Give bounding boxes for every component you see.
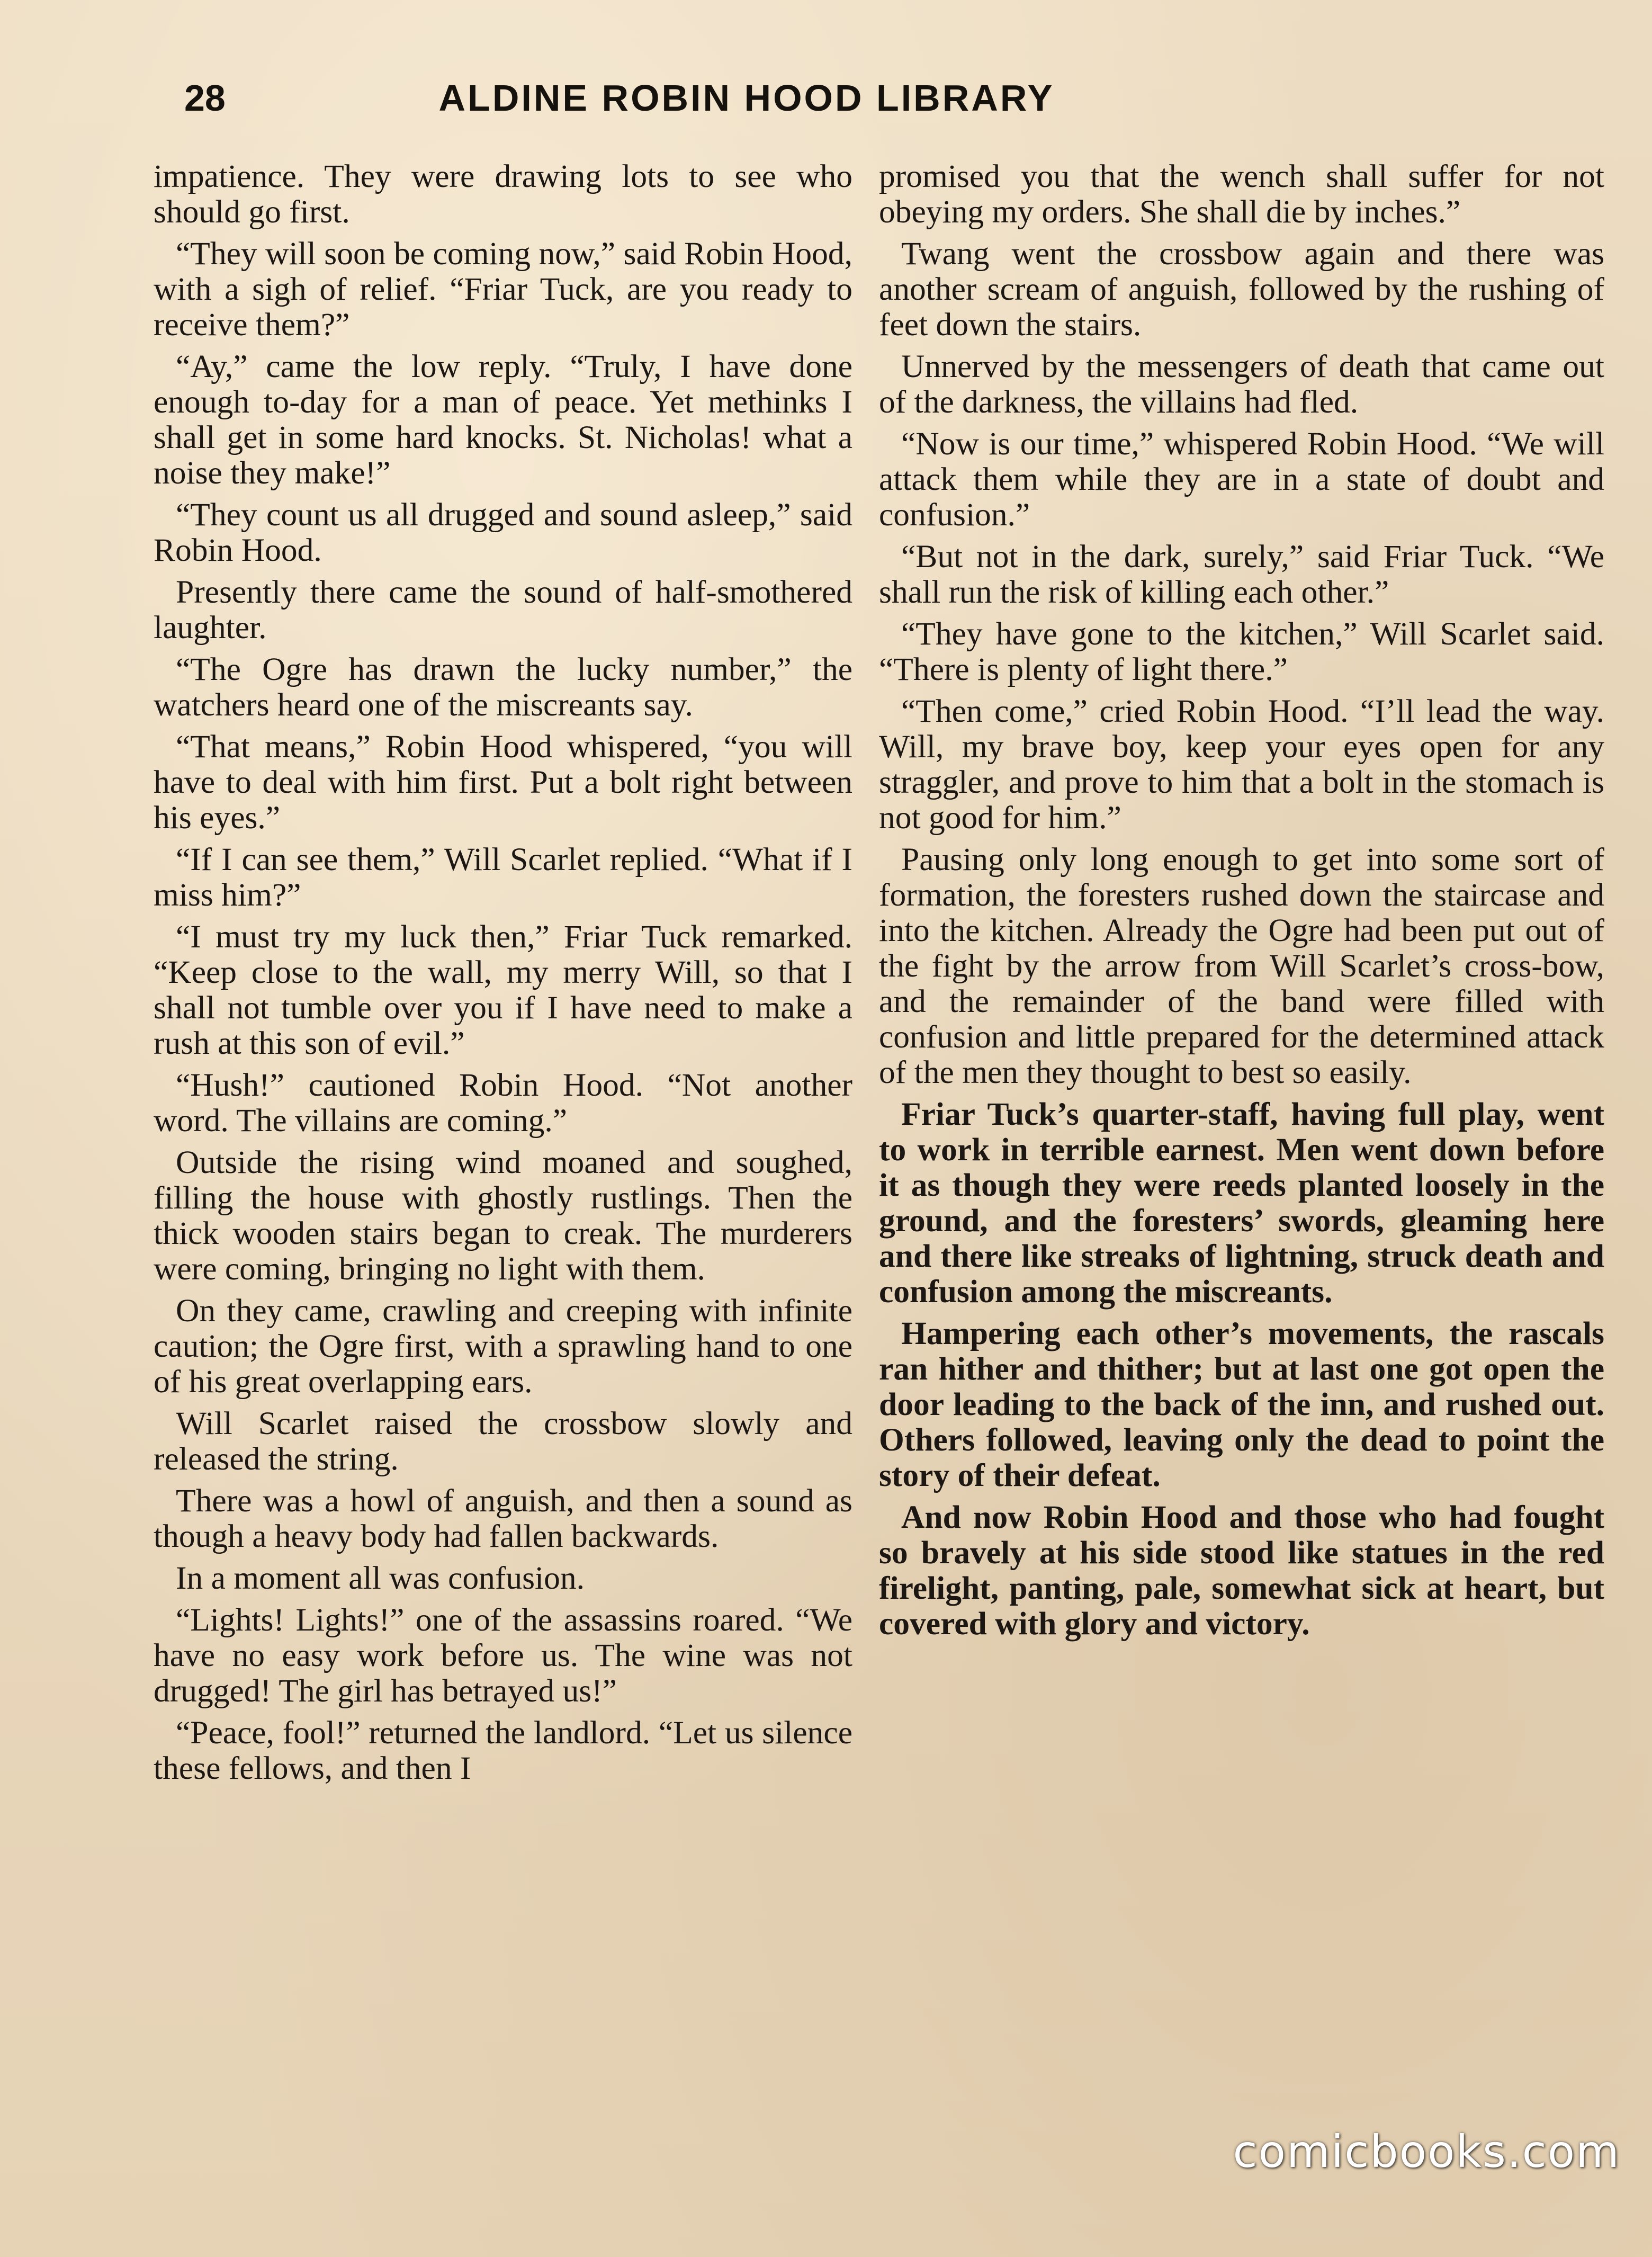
paragraph: And now Robin Hood and those who had fought so bravely at his side stood like statues in the red firelight, panting, pale, somewhat sick at heart, but covered with glory and victory.	[879, 1499, 1604, 1642]
paragraph: “If I can see them,” Will Scarlet replied. “What if I miss him?”	[154, 841, 852, 913]
watermark: comicbooks.com	[1233, 2126, 1620, 2178]
paragraph: “Hush!” cautioned Robin Hood. “Not another word. The villains are coming.”	[154, 1067, 852, 1139]
paragraph: Presently there came the sound of half-smothered laughter.	[154, 574, 852, 646]
paragraph: “But not in the dark, surely,” said Friar Tuck. “We shall run the risk of killing each other.”	[879, 539, 1604, 610]
paragraph: Hampering each other’s movements, the rascals ran hither and thither; but at last one got open the door leading to the back of the inn, and rushed out. Others followed, leaving only the dead to point the story of their defeat.	[879, 1315, 1604, 1493]
paragraph: promised you that the wench shall suffer for not obeying my orders. She shall die by inches.”	[879, 159, 1604, 230]
page-number: 28	[184, 77, 226, 119]
paragraph: There was a howl of anguish, and then a sound as though a heavy body had fallen backwards.	[154, 1483, 852, 1554]
paragraph: “They will soon be coming now,” said Robin Hood, with a sigh of relief. “Friar Tuck, are you ready to receive them?”	[154, 236, 852, 343]
paragraph: “The Ogre has drawn the lucky number,” the watchers heard one of the miscreants say.	[154, 651, 852, 723]
paragraph: Twang went the crossbow again and there was another scream of anguish, followed by the rushing of feet down the stairs.	[879, 236, 1604, 343]
paragraph: On they came, crawling and creeping with infinite caution; the Ogre first, with a sprawling hand to one of his great overlapping ears.	[154, 1293, 852, 1400]
left-column	[154, 159, 852, 2129]
right-column	[879, 159, 1604, 2129]
running-header: ALDINE ROBIN HOOD LIBRARY	[438, 77, 1055, 119]
paragraph: “Lights! Lights!” one of the assassins roared. “We have no easy work before us. The wine was not drugged! The girl has betrayed us!”	[154, 1602, 852, 1709]
paragraph: Friar Tuck’s quarter-staff, having full play, went to work in terrible earnest. Men went down before it as though they were reeds planted loosely in the ground, and the foresters’ swords, gleaming here and there like streaks of lightning, struck death and confusion among the miscreants.	[879, 1096, 1604, 1310]
paragraph: “Now is our time,” whispered Robin Hood. “We will attack them while they are in a state of doubt and confusion.”	[879, 426, 1604, 533]
paragraph: Unnerved by the messengers of death that came out of the darkness, the villains had fled.	[879, 348, 1604, 420]
paragraph: “I must try my luck then,” Friar Tuck remarked. “Keep close to the wall, my merry Will, so that I shall not tumble over you if I have need to make a rush at this son of evil.”	[154, 919, 852, 1061]
paragraph: “Then come,” cried Robin Hood. “I’ll lead the way. Will, my brave boy, keep your eyes open for any straggler, and prove to him that a bolt in the stomach is not good for him.”	[879, 693, 1604, 836]
paragraph: “That means,” Robin Hood whispered, “you will have to deal with him first. Put a bolt right between his eyes.”	[154, 729, 852, 836]
paragraph: In a moment all was confusion.	[176, 1560, 585, 1596]
paragraph: Will Scarlet raised the crossbow slowly and released the string.	[154, 1405, 852, 1477]
paragraph: impatience. They were drawing lots to see who should go first.	[154, 159, 852, 230]
paragraph: “They count us all drugged and sound asleep,” said Robin Hood.	[154, 497, 852, 568]
paragraph: Outside the rising wind moaned and soughed, filling the house with ghostly rustlings. Then the thick wooden stairs began to creak. The murderers were coming, bringing no light with them.	[154, 1144, 852, 1287]
paragraph: “Peace, fool!” returned the landlord. “Let us silence these fellows, and then I	[154, 1715, 852, 1786]
paragraph: “Ay,” came the low reply. “Truly, I have done enough to-day for a man of peace. Yet methinks I shall get in some hard knocks. St. Nicholas! what a noise they make!”	[154, 348, 852, 491]
paragraph: Pausing only long enough to get into some sort of formation, the foresters rushed down the staircase and into the kitchen. Already the Ogre had been put out of the fight by the arrow from Will Scarlet’s cross-bow, and the remainder of the band were filled with confusion and little prepared for the determined attack of the men they thought to best so easily.	[879, 841, 1604, 1090]
paragraph: “They have gone to the kitchen,” Will Scarlet said. “There is plenty of light there.”	[879, 616, 1604, 687]
